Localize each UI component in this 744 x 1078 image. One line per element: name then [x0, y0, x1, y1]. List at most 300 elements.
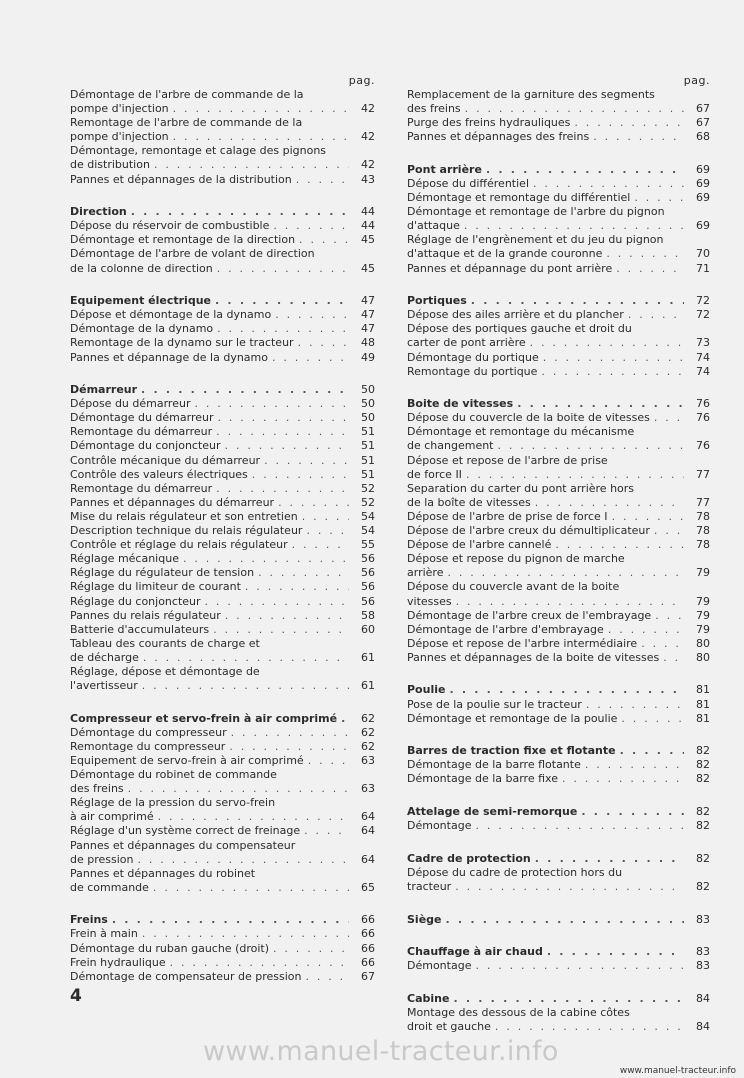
dot-leader — [617, 712, 684, 726]
toc-page-number: 82 — [696, 758, 710, 772]
dot-leader — [254, 566, 349, 580]
toc-entry-line — [407, 913, 684, 927]
toc-page-number: 52 — [361, 481, 375, 495]
toc-entry-text: Démontage du portique — [407, 350, 539, 364]
toc-entry-text: de changement — [407, 439, 494, 453]
toc-entry-line — [70, 219, 349, 233]
toc-entry-line — [70, 580, 349, 594]
toc-entry-line — [70, 482, 349, 496]
toc-entry-title — [407, 866, 684, 894]
toc-entry-title — [407, 411, 684, 425]
toc-entry-line — [407, 1020, 684, 1034]
toc-entry — [70, 609, 375, 623]
toc-entry-text: Remontage du compresseur — [70, 739, 226, 753]
watermark-small: www.manuel-tracteur.info — [619, 1066, 736, 1076]
dot-leader — [630, 191, 684, 205]
toc-entry-title — [70, 247, 349, 275]
toc-entry-title — [407, 397, 684, 411]
pag-header-left: pag. — [348, 74, 375, 87]
toc-entry-line — [70, 262, 349, 276]
toc-right-column — [407, 74, 710, 1034]
dot-leader — [650, 524, 684, 538]
toc-entry-title — [407, 177, 684, 191]
toc-entry-line — [70, 867, 349, 881]
toc-entry — [407, 580, 710, 608]
dot-leader — [260, 454, 349, 468]
toc-section-heading — [407, 397, 710, 411]
toc-section-heading — [407, 992, 710, 1006]
toc-entry-text: Pannes et dépannages du compensateur — [70, 838, 296, 852]
toc-entry-text: de force II — [407, 467, 462, 481]
toc-entry-text: Démontage et remontage du mécanisme — [407, 425, 635, 439]
toc-entry-line — [407, 651, 684, 665]
toc-entry-text: Frein hydraulique — [70, 955, 166, 969]
toc-page-number: 83 — [696, 959, 710, 973]
dot-leader — [494, 439, 685, 453]
dot-leader — [539, 351, 684, 365]
toc-entry-line — [70, 740, 349, 754]
toc-page-number: 66 — [361, 955, 375, 969]
toc-entry-title — [407, 88, 684, 116]
toc-entries-left — [70, 88, 375, 984]
toc-entries-right — [407, 88, 710, 1034]
toc-entry — [407, 454, 710, 482]
toc-entry — [407, 130, 710, 144]
toc-entry-line — [70, 524, 349, 538]
toc-entry-line — [70, 824, 349, 838]
toc-entry-text: Attelage de semi-remorque — [407, 805, 578, 819]
toc-page-number: 79 — [696, 566, 710, 580]
dot-leader — [190, 397, 349, 411]
toc-entry-line — [70, 853, 349, 867]
dot-leader — [169, 130, 349, 144]
toc-entry-text: Démontage du démarreur — [70, 411, 214, 425]
dot-leader — [651, 609, 684, 623]
toc-entry — [407, 819, 710, 833]
toc-page-number: 44 — [361, 219, 375, 233]
pag-header-right: pag. — [683, 74, 710, 87]
toc-entry-title — [70, 219, 349, 233]
toc-entry-text: Démontage, remontage et calage des pignons — [70, 144, 327, 158]
dot-leader — [467, 294, 684, 308]
toc-entry-text: Pannes du relais régulateur — [70, 608, 221, 622]
toc-page-number: 51 — [361, 439, 375, 453]
toc-section-heading — [407, 744, 710, 758]
dot-leader — [221, 609, 349, 623]
toc-entry-text: Mise du relais régulateur et son entretien — [70, 509, 298, 523]
toc-entry-line — [407, 482, 684, 496]
dot-leader — [482, 163, 684, 177]
toc-entry-line — [407, 992, 684, 1006]
toc-entry-title — [407, 308, 684, 322]
toc-entry-text: Démontage — [407, 819, 472, 833]
toc-entry-line — [70, 782, 349, 796]
toc-entry-line — [407, 945, 684, 959]
dot-leader — [531, 496, 684, 510]
dot-leader — [612, 262, 684, 276]
toc-entry — [70, 247, 375, 275]
toc-entry-line — [70, 595, 349, 609]
toc-entry — [407, 712, 710, 726]
toc-entry-title — [70, 454, 349, 468]
toc-entry-text: Pont arrière — [407, 162, 482, 176]
toc-entry-line — [407, 552, 684, 566]
toc-entry-text: Démontage et remontage de la direction — [70, 233, 296, 247]
toc-entry-line — [70, 383, 349, 397]
toc-entry — [70, 595, 375, 609]
dot-leader — [269, 219, 349, 233]
toc-entry-title — [70, 609, 349, 623]
toc-entry-text: Réglage du limiteur de courant — [70, 580, 241, 594]
toc-entry-text: Dépose et repose de l'arbre intermédiaire — [407, 636, 638, 650]
toc-entry-text: l'avertisseur — [70, 679, 138, 693]
dot-leader — [271, 308, 349, 322]
toc-entry-title — [70, 956, 349, 970]
dot-leader — [213, 262, 349, 276]
toc-entry — [70, 88, 375, 116]
toc-entry-title — [407, 510, 684, 524]
toc-entry — [70, 397, 375, 411]
dot-leader — [138, 679, 349, 693]
toc-entry-line — [407, 191, 684, 205]
dot-leader — [461, 102, 684, 116]
toc-entry-line — [70, 294, 349, 308]
toc-entry-title — [70, 383, 349, 397]
toc-entry — [70, 454, 375, 468]
toc-page-number: 55 — [361, 538, 375, 552]
dot-leader — [213, 411, 349, 425]
toc-entry-title — [70, 942, 349, 956]
toc-entry — [407, 191, 710, 205]
toc-entry-title — [70, 824, 349, 838]
toc-page-number: 71 — [696, 261, 710, 275]
toc-entry-text: pompe d'injection — [70, 102, 169, 116]
toc-entry-line — [70, 454, 349, 468]
dot-leader — [288, 538, 349, 552]
toc-entry-text: Contrôle et réglage du relais régulateur — [70, 538, 288, 552]
toc-entry-title — [70, 796, 349, 824]
toc-entry — [70, 754, 375, 768]
toc-entry-line — [70, 439, 349, 453]
toc-entry — [70, 796, 375, 824]
toc-page-number: 50 — [361, 411, 375, 425]
dot-leader — [558, 772, 684, 786]
toc-page-number: 45 — [361, 233, 375, 247]
toc-entry-title — [407, 819, 684, 833]
toc-page-number: 84 — [696, 991, 710, 1005]
toc-entry-line — [407, 262, 684, 276]
toc-entry-text: Démontage de l'arbre de volant de direction — [70, 247, 315, 261]
toc-entry-text: de distribution — [70, 158, 150, 172]
toc-entry-text: Dépose du couvercle avant de la boite — [407, 580, 620, 594]
toc-entry-line — [407, 294, 684, 308]
dot-leader — [274, 496, 349, 510]
dot-leader — [570, 116, 684, 130]
toc-page-number: 51 — [361, 467, 375, 481]
toc-entry-text: Separation du carter du pont arrière hors — [407, 481, 635, 495]
toc-entry-line — [407, 805, 684, 819]
page-number: 4 — [70, 986, 82, 1006]
toc-entry-text: Pannes et dépannage du pont arrière — [407, 261, 613, 275]
toc-entry-line — [407, 322, 684, 336]
toc-entry-title — [70, 510, 349, 524]
toc-page-number: 81 — [696, 697, 710, 711]
toc-page-number: 66 — [361, 941, 375, 955]
toc-entry-title — [407, 351, 684, 365]
toc-entry — [407, 351, 710, 365]
toc-entry-title — [407, 651, 684, 665]
toc-entry-text: Démontage de l'arbre de commande de la — [70, 88, 304, 101]
dot-leader — [302, 524, 349, 538]
toc-entry-text: Réglage d'un système correct de freinage — [70, 824, 301, 838]
toc-entry-title — [70, 538, 349, 552]
toc-entry-text: Dépose du démarreur — [70, 397, 191, 411]
toc-entry-title — [70, 595, 349, 609]
toc-entry — [407, 411, 710, 425]
toc-entry — [70, 496, 375, 510]
toc-entry-line — [70, 754, 349, 768]
dot-leader — [150, 158, 349, 172]
toc-entry-text: Démontage du ruban gauche (droit) — [70, 941, 270, 955]
toc-entry-line — [70, 205, 349, 219]
toc-page-number: 58 — [361, 608, 375, 622]
toc-entry-line — [407, 130, 684, 144]
toc-entry-line — [70, 510, 349, 524]
toc-page-number: 78 — [696, 509, 710, 523]
toc-page-number: 77 — [696, 495, 710, 509]
dot-leader — [337, 712, 349, 726]
toc-entry-title — [70, 439, 349, 453]
toc-entry-text: de la colonne de direction — [70, 261, 213, 275]
toc-entry-line — [407, 351, 684, 365]
toc-entry-line — [407, 219, 684, 233]
toc-entry-line — [70, 712, 349, 726]
toc-entry-text: Contrôle mécanique du démarreur — [70, 453, 261, 467]
toc-page-number: 68 — [696, 130, 710, 144]
toc-entry-text: Dépose et repose du pignon de marche — [407, 552, 625, 566]
toc-page-number: 49 — [361, 350, 375, 364]
dot-leader — [537, 365, 684, 379]
toc-entry-text: des freins — [407, 102, 461, 116]
toc-entry-line — [70, 468, 349, 482]
toc-entry — [407, 1006, 710, 1034]
dot-leader — [225, 740, 349, 754]
toc-entry — [70, 173, 375, 187]
toc-page-number: 79 — [696, 622, 710, 636]
toc-entry-line — [70, 102, 349, 116]
dot-leader — [452, 595, 684, 609]
toc-entry — [407, 637, 710, 651]
toc-entry-title — [407, 233, 684, 261]
toc-entry-line — [407, 852, 684, 866]
toc-entry — [70, 637, 375, 665]
toc-page-number: 63 — [361, 782, 375, 796]
toc-entry-title — [407, 552, 684, 580]
toc-entry-text: Equipement de servo-frein à air comprimé — [70, 753, 304, 767]
toc-entry-text: Chauffage à air chaud — [407, 945, 543, 959]
toc-entry — [70, 665, 375, 693]
toc-entry-text: d'attaque et de la grande couronne — [407, 247, 603, 261]
toc-entry-text: de décharge — [70, 650, 139, 664]
toc-page-number: 64 — [361, 810, 375, 824]
toc-entry-text: Pannes et dépannages de la boite de vitesses — [407, 650, 660, 664]
toc-entry-text: Réglage du régulateur de tension — [70, 566, 255, 580]
toc-entry-title — [407, 163, 684, 177]
toc-entry-text: Pannes et dépannage de la dynamo — [70, 350, 268, 364]
toc-entry-line — [70, 956, 349, 970]
toc-entry — [70, 351, 375, 365]
toc-entry-line — [407, 712, 684, 726]
toc-entry — [70, 970, 375, 984]
toc-entry-line — [70, 173, 349, 187]
toc-page-number: 69 — [696, 162, 710, 176]
toc-entry-text: Démontage de la barre fixe — [407, 772, 558, 786]
dot-leader — [212, 482, 349, 496]
toc-entry-title — [70, 637, 349, 665]
toc-entry-line — [70, 623, 349, 637]
dot-leader — [300, 824, 349, 838]
toc-entry-line — [407, 411, 684, 425]
toc-entry — [407, 623, 710, 637]
toc-entry-text: Démontage du robinet de commande — [70, 768, 277, 782]
toc-entry-line — [407, 637, 684, 651]
dot-leader — [149, 881, 349, 895]
toc-entry-text: tracteur — [407, 879, 452, 893]
toc-entry-line — [70, 144, 349, 158]
toc-section-heading — [407, 683, 710, 697]
toc-section-heading — [70, 712, 375, 726]
toc-entry — [70, 233, 375, 247]
toc-entry-title — [407, 425, 684, 453]
toc-entry — [70, 439, 375, 453]
toc-section-heading — [70, 383, 375, 397]
toc-entry-title — [407, 913, 684, 927]
toc-entry-text: Dépose du couvercle de la boite de vitesses — [407, 411, 650, 425]
toc-page-number: 42 — [361, 130, 375, 144]
toc-entry-line — [407, 365, 684, 379]
dot-leader — [624, 308, 684, 322]
toc-page-number: 66 — [361, 927, 375, 941]
toc-entry-line — [407, 580, 684, 594]
toc-page-number: 78 — [696, 538, 710, 552]
dot-leader — [124, 782, 349, 796]
toc-entry — [407, 308, 710, 322]
toc-entry-line — [407, 683, 684, 697]
toc-page-number: 45 — [361, 261, 375, 275]
toc-entry — [70, 942, 375, 956]
toc-entry-text: Remontage de l'arbre de commande de la — [70, 116, 303, 130]
toc-entry — [70, 623, 375, 637]
toc-entry — [70, 116, 375, 144]
toc-entry-text: à air comprimé — [70, 810, 154, 824]
toc-entry-text: Démontage et remontage du différentiel — [407, 191, 631, 205]
toc-entry-title — [70, 468, 349, 482]
toc-entry — [407, 959, 710, 973]
toc-entry — [70, 552, 375, 566]
dot-leader — [531, 852, 684, 866]
toc-entry-text: Frein à main — [70, 927, 138, 941]
dot-leader — [304, 754, 349, 768]
toc-page-number: 74 — [696, 364, 710, 378]
toc-entry-text: Dépose de l'arbre de prise de force I — [407, 509, 608, 523]
toc-entry — [407, 510, 710, 524]
toc-entry-title — [407, 322, 684, 350]
toc-entry — [70, 839, 375, 867]
toc-entry-text: Réglage, dépose et démontage de — [70, 664, 260, 678]
toc-page-number: 81 — [696, 711, 710, 725]
toc-entry-text: Démontage du conjoncteur — [70, 439, 221, 453]
toc-page-number: 76 — [696, 397, 710, 411]
toc-entry — [407, 262, 710, 276]
toc-entry — [407, 866, 710, 894]
toc-entry-title — [70, 927, 349, 941]
toc-entry-text: Démarreur — [70, 383, 138, 397]
toc-entry-text: Dépose de l'arbre creux du démultiplicateur — [407, 524, 650, 538]
dot-leader — [108, 913, 349, 927]
toc-entry-text: pompe d'injection — [70, 130, 169, 144]
toc-entry-text: Démontage de l'arbre d'embrayage — [407, 622, 604, 636]
dot-leader — [301, 970, 349, 984]
toc-entry — [70, 308, 375, 322]
toc-entry — [407, 651, 710, 665]
toc-entry-line — [70, 351, 349, 365]
toc-entry-text: Réglage mécanique — [70, 552, 179, 566]
toc-page-number: 47 — [361, 294, 375, 308]
dot-leader — [209, 623, 349, 637]
toc-entry-line — [70, 88, 349, 102]
dot-leader — [445, 683, 684, 697]
toc-entry-title — [70, 88, 349, 116]
toc-entry-line — [407, 744, 684, 758]
toc-entry — [70, 482, 375, 496]
toc-page-number: 62 — [361, 725, 375, 739]
dot-leader — [295, 233, 349, 247]
toc-entry-title — [70, 970, 349, 984]
toc-page-number: 43 — [361, 172, 375, 186]
toc-entry-line — [70, 322, 349, 336]
toc-page-number: 72 — [696, 294, 710, 308]
toc-entry-title — [407, 580, 684, 608]
toc-entry-line — [407, 177, 684, 191]
toc-entry-line — [407, 566, 684, 580]
toc-entry-line — [70, 768, 349, 782]
toc-page-number: 48 — [361, 336, 375, 350]
toc-entry-text: Remplacement de la garniture des segments — [407, 88, 655, 101]
toc-entry-line — [70, 839, 349, 853]
toc-section-heading — [407, 294, 710, 308]
toc-entry-title — [407, 959, 684, 973]
toc-entry-title — [70, 205, 349, 219]
toc-entry-text: Tableau des courants de charge et — [70, 636, 260, 650]
toc-entry-line — [70, 637, 349, 651]
toc-page-number: 50 — [361, 397, 375, 411]
dot-leader — [127, 205, 349, 219]
toc-entry-text: Portiques — [407, 294, 467, 308]
toc-entry-title — [407, 116, 684, 130]
toc-entry-line — [407, 1006, 684, 1020]
toc-entry — [407, 205, 710, 233]
toc-entry-title — [70, 913, 349, 927]
toc-entry-text: carter de pont arrière — [407, 336, 526, 350]
toc-page-number: 47 — [361, 322, 375, 336]
toc-page-number: 42 — [361, 102, 375, 116]
toc-entry-title — [70, 144, 349, 172]
toc-entry — [407, 772, 710, 786]
toc-entry-text: Démontage de compensateur de pression — [70, 969, 302, 983]
dot-leader — [608, 510, 684, 524]
toc-entry-line — [70, 665, 349, 679]
toc-entry-text: Dépose et démontage de la dynamo — [70, 308, 272, 322]
